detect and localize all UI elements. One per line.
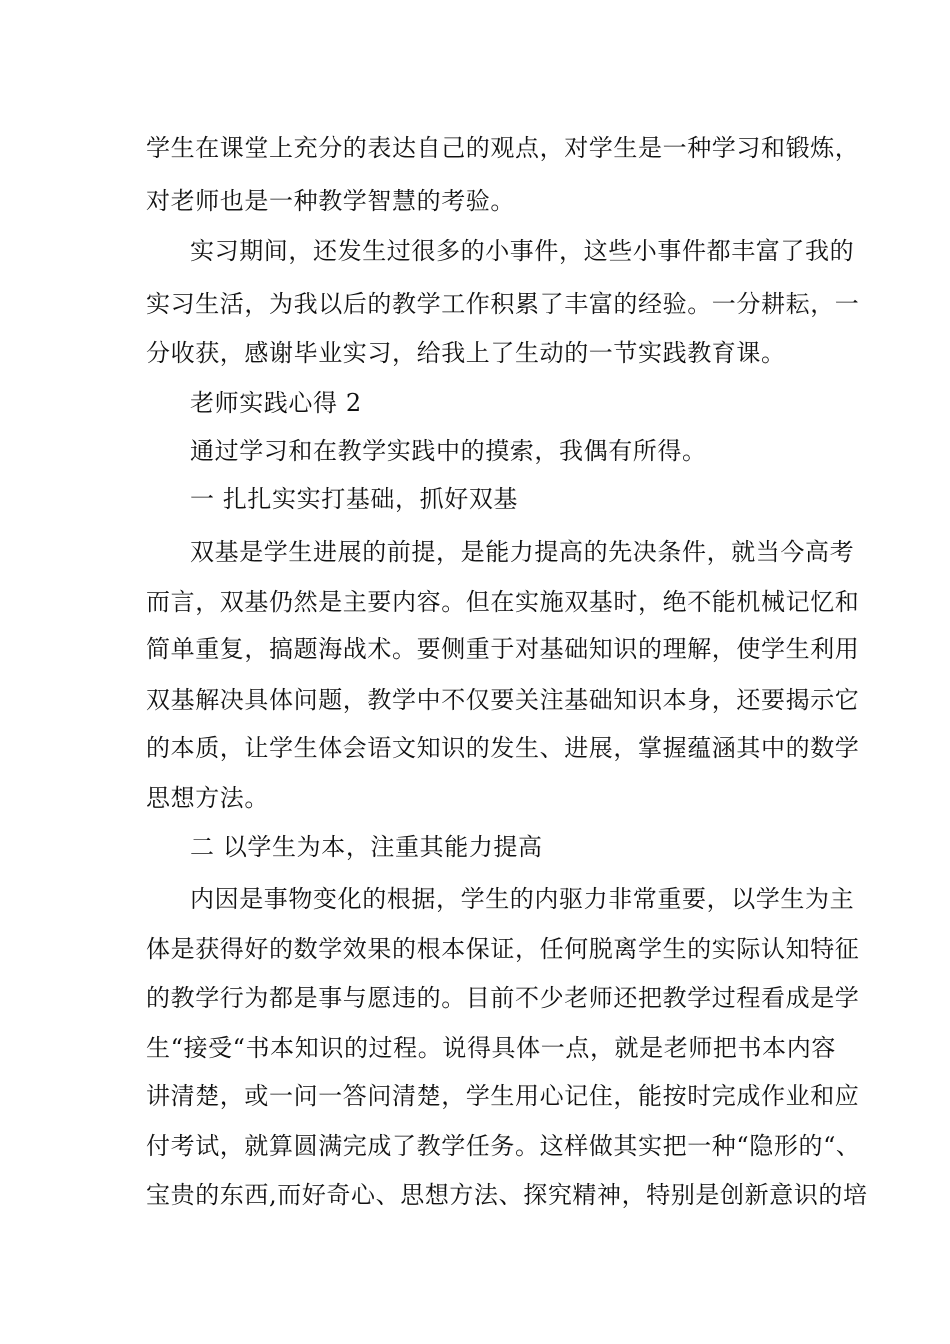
body-text-line: 宝贵的东西,而好奇心、思想方法、探究精神，特别是创新意识的培 [146, 1181, 868, 1209]
body-text-line: 双基解决具体问题，教学中不仅要关注基础知识本身，还要揭示它 [146, 686, 860, 714]
body-text-line: 而言，双基仍然是主要内容。但在实施双基时，绝不能机械记忆和 [146, 588, 860, 616]
body-text-line: 生“接受“书本知识的过程。说得具体一点，就是老师把书本内容 [146, 1034, 836, 1062]
body-text-line: 对老师也是一种教学智慧的考验。 [146, 187, 515, 215]
subsection-heading: 一 扎扎实实打基础，抓好双基 [190, 485, 519, 513]
body-text-line: 简单重复，搞题海战术。要侧重于对基础知识的理解，使学生利用 [146, 635, 860, 663]
body-text-line: 思想方法。 [146, 784, 269, 812]
body-text-line: 分收获，感谢毕业实习，给我上了生动的一节实践教育课。 [146, 339, 786, 367]
body-text-line: 体是获得好的数学效果的根本保证，任何脱离学生的实际认知特征 [146, 935, 860, 963]
body-text-line: 双基是学生进展的前提，是能力提高的先决条件，就当今高考 [190, 538, 855, 566]
subsection-heading: 二 以学生为本，注重其能力提高 [190, 833, 543, 861]
body-text-line: 讲清楚，或一问一答问清楚，学生用心记住，能按时完成作业和应 [146, 1082, 860, 1110]
body-text-line: 内因是事物变化的根据，学生的内驱力非常重要，以学生为主 [190, 885, 855, 913]
body-text-line: 付考试，就算圆满完成了教学任务。这样做其实把一种“隐形的“、 [146, 1132, 861, 1160]
body-text-line: 通过学习和在教学实践中的摸索，我偶有所得。 [190, 437, 707, 465]
body-text-line: 学生在课堂上充分的表达自己的观点，对学生是一种学习和锻炼， [146, 134, 860, 162]
body-text-line: 实习期间，还发生过很多的小事件，这些小事件都丰富了我的 [190, 237, 855, 265]
section-title: 老师实践心得 2 [190, 389, 362, 417]
body-text-line: 的教学行为都是事与愿违的。目前不少老师还把教学过程看成是学 [146, 984, 860, 1012]
body-text-line: 的本质，让学生体会语文知识的发生、进展，掌握蕴涵其中的数学 [146, 734, 860, 762]
body-text-line: 实习生活，为我以后的教学工作积累了丰富的经验。一分耕耘，一 [146, 290, 860, 318]
